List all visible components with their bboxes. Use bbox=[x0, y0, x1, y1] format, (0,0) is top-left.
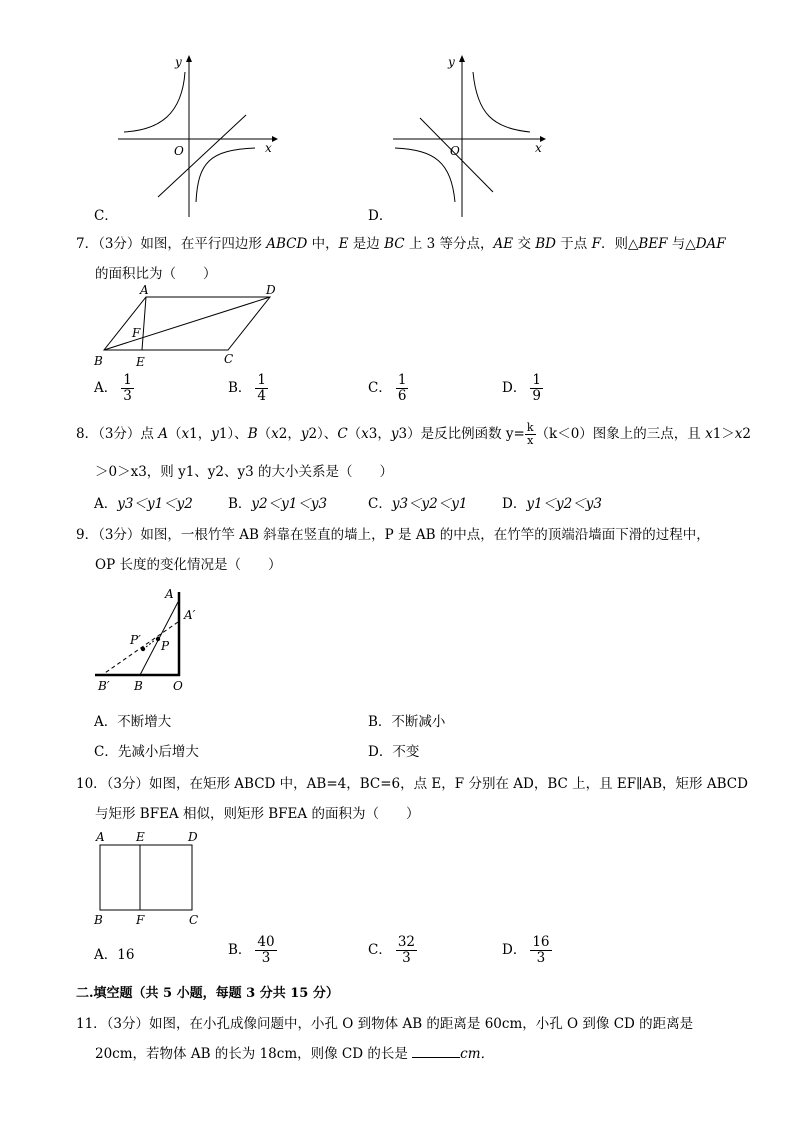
q8-option-d[interactable]: D．y1＜y2＜y3 bbox=[502, 496, 602, 512]
graph-c-x-label: x bbox=[265, 141, 272, 155]
graph-d bbox=[385, 52, 555, 222]
section-heading-fill-blank: 二.填空题（共 5 小题，每题 3 分共 15 分） bbox=[76, 986, 339, 1001]
q9-option-c[interactable]: C．先减小后增大 bbox=[94, 744, 199, 760]
graph-c-y-label: y bbox=[175, 55, 182, 69]
q7-option-a[interactable]: A． $\frac{1}{3}$ bbox=[94, 372, 132, 404]
graph-d-x-label: x bbox=[535, 141, 542, 155]
q9-figure bbox=[88, 582, 228, 694]
svg-text:A: A bbox=[96, 830, 105, 844]
graph-d-origin: O bbox=[450, 144, 460, 158]
svg-text:A: A bbox=[140, 283, 149, 297]
q8-option-a[interactable]: A．y3＜y1＜y2 bbox=[94, 496, 193, 512]
q9-option-a[interactable]: A．不断增大 bbox=[94, 714, 172, 730]
svg-text:B: B bbox=[94, 354, 103, 368]
svg-text:B′: B′ bbox=[98, 679, 110, 693]
q8-option-b[interactable]: B．y2＜y1＜y3 bbox=[228, 496, 328, 512]
q8-option-c[interactable]: C．y3＜y2＜y1 bbox=[368, 496, 468, 512]
q9-stem: 9．（3分）如图，一根竹竿 AB 斜靠在竖直的墙上，P 是 AB 的中点，在竹竿的顶端沿墙面下滑的过程中， bbox=[76, 527, 710, 543]
q10-option-a[interactable]: A．16 bbox=[94, 947, 135, 963]
q11-stem: 11．（3分）如图，在小孔成像问题中，小孔 O 到物体 AB 的距离是 60cm，小孔 O 到像 CD 的距离是 bbox=[76, 1016, 694, 1032]
q10-option-b[interactable]: B． $\frac{40}{3}$ bbox=[228, 934, 275, 966]
q7-stem-line2: 的面积比为（ ） bbox=[95, 266, 217, 282]
svg-text:E: E bbox=[136, 355, 145, 369]
q8-stem: 8．（3分）点 A（x1，y1）、B（x2，y2）、C（x3，y3）是反比例函数 y= $\frac{k}{x}$ （k＜0）图象上的三点，且 x1＞x2 bbox=[76, 421, 752, 448]
q11-answer-blank[interactable] bbox=[412, 1057, 460, 1058]
svg-text:B: B bbox=[134, 679, 143, 693]
svg-text:E: E bbox=[136, 830, 145, 844]
q7-stem: 7．（3分）如图，在平行四边形 ABCD 中，E 是边 BC 上 3 等分点，AE 交 BD 于点 F．则△BEF 与△DAF bbox=[76, 236, 726, 252]
q9-stem-line2: OP 长度的变化情况是（ ） bbox=[95, 557, 282, 573]
q11-stem-line2: 20cm，若物体 AB 的长为 18cm，则像 CD 的长是 cm． bbox=[95, 1046, 495, 1062]
svg-text:P: P bbox=[161, 639, 170, 653]
svg-text:C: C bbox=[189, 913, 199, 927]
svg-text:A: A bbox=[165, 587, 174, 601]
graph-d-y-label: y bbox=[448, 55, 455, 69]
svg-text:A′: A′ bbox=[184, 608, 196, 622]
svg-text:O: O bbox=[173, 679, 183, 693]
svg-text:F: F bbox=[132, 326, 141, 340]
svg-text:B: B bbox=[94, 913, 103, 927]
q7-figure bbox=[88, 282, 288, 370]
q10-option-d[interactable]: D． $\frac{16}{3}$ bbox=[502, 934, 550, 966]
svg-text:D: D bbox=[188, 830, 198, 844]
graph-c bbox=[110, 52, 280, 222]
q10-stem-line2: 与矩形 BFEA 相似，则矩形 BFEA 的面积为（ ） bbox=[95, 806, 420, 822]
graph-d-label: D． bbox=[368, 208, 393, 224]
q9-option-d[interactable]: D．不变 bbox=[368, 744, 420, 760]
graph-c-origin: O bbox=[174, 144, 184, 158]
svg-text:P′: P′ bbox=[130, 633, 141, 647]
q7-option-c[interactable]: C． $\frac{1}{6}$ bbox=[368, 372, 407, 404]
graph-c-label: C． bbox=[94, 208, 118, 224]
q7-option-b[interactable]: B． $\frac{1}{4}$ bbox=[228, 372, 267, 404]
svg-text:C: C bbox=[224, 352, 234, 366]
q8-stem-line2: ＞0＞x3，则 y1、y2、y3 的大小关系是（ ） bbox=[95, 464, 394, 480]
q10-stem: 10．（3分）如图，在矩形 ABCD 中，AB=4，BC=6，点 E，F 分别在 AD，BC 上，且 EF∥AB，矩形 ABCD bbox=[76, 776, 748, 792]
q7-option-d[interactable]: D． $\frac{1}{9}$ bbox=[502, 372, 541, 404]
q10-option-c[interactable]: C． $\frac{32}{3}$ bbox=[368, 934, 416, 966]
q9-option-b[interactable]: B．不断减小 bbox=[368, 714, 446, 730]
svg-text:D: D bbox=[266, 283, 276, 297]
q10-figure bbox=[88, 828, 208, 928]
svg-text:F: F bbox=[136, 913, 145, 927]
